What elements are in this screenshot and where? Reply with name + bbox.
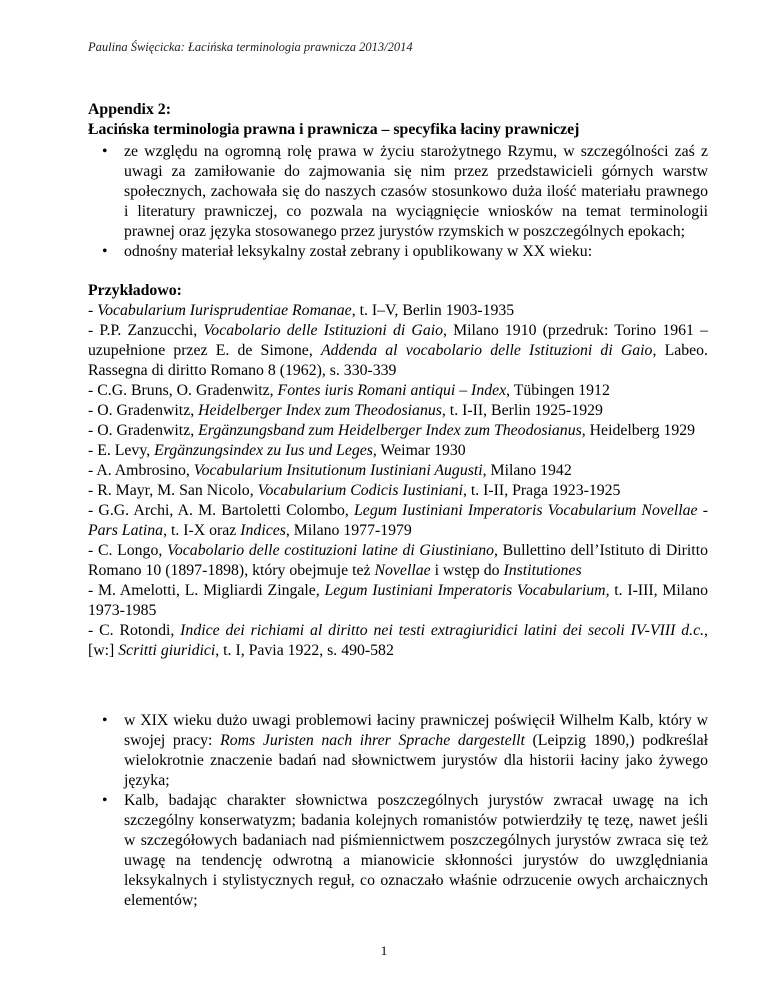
example-entry bbox=[88, 321, 708, 381]
entry-text: , Bullettino dell’Istituto di Diritto Romano 10 (1897-1898), który obejmuje też bbox=[88, 542, 708, 579]
entry-text: , Weimar 1930 bbox=[372, 442, 466, 459]
example-entry bbox=[88, 461, 708, 481]
examples-list bbox=[88, 301, 708, 661]
example-entry bbox=[88, 301, 708, 321]
entry-text: i wstęp do bbox=[430, 562, 504, 579]
example-entry bbox=[88, 621, 708, 661]
entry-text: - O. Gradenwitz, bbox=[88, 422, 199, 439]
example-entry bbox=[88, 401, 708, 421]
entry-text: , Milano 1977-1979 bbox=[285, 522, 412, 539]
entry-text: w XIX wieku dużo uwagi problemowi łaciny prawniczej poświęcił Wilhelm Kalb, który w swojej pracy: bbox=[124, 712, 708, 749]
entry-text: , t. I-III, Milano 1973-1985 bbox=[88, 582, 708, 619]
entry-text: - R. Mayr, M. San Nicolo, bbox=[88, 482, 258, 499]
bullet-item bbox=[88, 791, 708, 911]
italic-title: Vocabularium Iurisprudentiae Romanae bbox=[97, 302, 352, 319]
appendix-subtitle: Łacińska terminologia prawna i prawnicza – specyfika łaciny prawniczej bbox=[88, 121, 580, 138]
example-entry bbox=[88, 541, 708, 581]
example-entry bbox=[88, 421, 708, 441]
entry-text: , Milano 1942 bbox=[482, 462, 572, 479]
entry-text: - M. Amelotti, L. Migliardi Zingale, bbox=[88, 582, 325, 599]
entry-text: (Leipzig 1890,) podkreślał wielokrotnie znaczenie badań nad słownictwem jurystów dla historii łaciny jako żywego języka; bbox=[124, 732, 708, 789]
italic-title: Roms Juristen nach ihrer Sprache dargestellt bbox=[220, 732, 525, 749]
entry-text: - P.P. Zanzucchi, bbox=[88, 322, 204, 339]
italic-title: Vocabolario delle costituzioni latine di Giustiniano bbox=[166, 542, 495, 559]
italic-title: Legum Iustiniani Imperatoris Vocabularium Novellae - Pars Latina bbox=[88, 502, 708, 539]
examples-title: Przykładowo: bbox=[88, 282, 182, 299]
entry-text: , t. I-II, Praga 1923-1925 bbox=[462, 482, 621, 499]
italic-title: Addenda al vocabolario delle Istituzioni di Gaio bbox=[320, 342, 653, 359]
italic-title: Vocabularium Insitutionum Iustiniani Augusti bbox=[193, 462, 483, 479]
outro-bullet-list bbox=[88, 711, 708, 911]
entry-text: , t. I-X oraz bbox=[163, 522, 241, 539]
appendix-heading bbox=[88, 100, 708, 140]
italic-title: Vocabularium Codicis Iustiniani bbox=[257, 482, 463, 499]
italic-title: Indice dei richiami al diritto nei testi extragiuridici latini dei secoli IV-VIII d.c. bbox=[180, 622, 705, 639]
italic-title: Ergänzungsband zum Heidelberger Index zum Theodosianus bbox=[198, 422, 582, 439]
example-entry bbox=[88, 441, 708, 461]
italic-title: Institutiones bbox=[503, 562, 582, 579]
italic-title: Fontes iuris Romani antiqui – Index bbox=[277, 382, 507, 399]
bullet-item: • odnośny materiał leksykalny został zebrany i opublikowany w XX wieku: bbox=[88, 242, 708, 262]
entry-text: , t. I–V, Berlin 1903-1935 bbox=[351, 302, 515, 319]
examples-section bbox=[88, 281, 708, 661]
entry-text: , Milano 1910 (przedruk: Torino 1961 – uzupełnione przez E. de Simone, bbox=[88, 322, 708, 359]
italic-title: Ergänzungsindex zu Ius und Leges bbox=[154, 442, 373, 459]
example-entry bbox=[88, 581, 708, 621]
italic-title: Heidelberger Index zum Theodosianus bbox=[198, 402, 442, 419]
entry-text: , t. I, Pavia 1922, s. 490-582 bbox=[215, 642, 394, 659]
italic-title: Legum Iustiniani Imperatoris Vocabularium bbox=[324, 582, 606, 599]
entry-text: , Tübingen 1912 bbox=[506, 382, 610, 399]
intro-bullet-list bbox=[88, 142, 708, 262]
example-entry bbox=[88, 481, 708, 501]
entry-text: , Heidelberg 1929 bbox=[581, 422, 696, 439]
page-number: 1 bbox=[380, 943, 388, 958]
entry-text: - E. Levy, bbox=[88, 442, 155, 459]
entry-text: - O. Gradenwitz, bbox=[88, 402, 199, 419]
entry-text: - A. Ambrosino, bbox=[88, 462, 194, 479]
bullet-item: • ze względu na ogromną rolę prawa w życiu starożytnego Rzymu, w szczególności zaś z uwagi za zamiłowanie do zajmowania się nim przez przedstawicieli górnych warstw społecznych, zachowała się do naszych czasów stosunkowo duża ilość materiału prawnego i literatury prawniczej, co pozwala na wyciągnięcie wniosków na temat terminologii prawnej oraz języka stosowanego przez jurystów rzymskich w poszczególnych epokach; bbox=[88, 142, 708, 242]
appendix-title: Appendix 2: bbox=[88, 101, 171, 118]
entry-text: - bbox=[88, 302, 98, 319]
entry-text: - G.G. Archi, A. M. Bartoletti Colombo, bbox=[88, 502, 355, 519]
entry-text: Kalb, badając charakter słownictwa poszczególnych jurystów zwracał uwagę na ich szczególny konserwatyzm; badania kolejnych romanistów potwierdziły tę tezę, nawet jeśli w szczegółowych badaniach nad piśmiennictwem poszczególnych jurystów zwraca się też uwagę na tendencję odwrotną a mianowicie skłonności jurystów do uwzględniania leksykalnych i stylistycznych reguł, co oznaczało właśnie odrzucenie owych archaicznych elementów; bbox=[124, 792, 708, 909]
italic-title: Novellae bbox=[374, 562, 431, 579]
example-entry bbox=[88, 381, 708, 401]
bullet-item bbox=[88, 711, 708, 791]
example-entry bbox=[88, 501, 708, 541]
entry-text: - C. Longo, bbox=[88, 542, 167, 559]
entry-text: , [w:] bbox=[88, 622, 708, 659]
entry-text: - C.G. Bruns, O. Gradenwitz, bbox=[88, 382, 278, 399]
italic-title: Vocabolario delle Istituzioni di Gaio bbox=[203, 322, 444, 339]
entry-text: - C. Rotondi, bbox=[88, 622, 181, 639]
entry-text: , Labeo. Rassegna di diritto Romano 8 (1962), s. 330-339 bbox=[88, 342, 708, 379]
italic-title: Indices bbox=[240, 522, 286, 539]
page-header: Paulina Święcicka: Łacińska terminologia prawnicza 2013/2014 bbox=[88, 40, 413, 54]
italic-title: Scritti giuridici bbox=[118, 642, 216, 659]
entry-text: , t. I-II, Berlin 1925-1929 bbox=[441, 402, 603, 419]
